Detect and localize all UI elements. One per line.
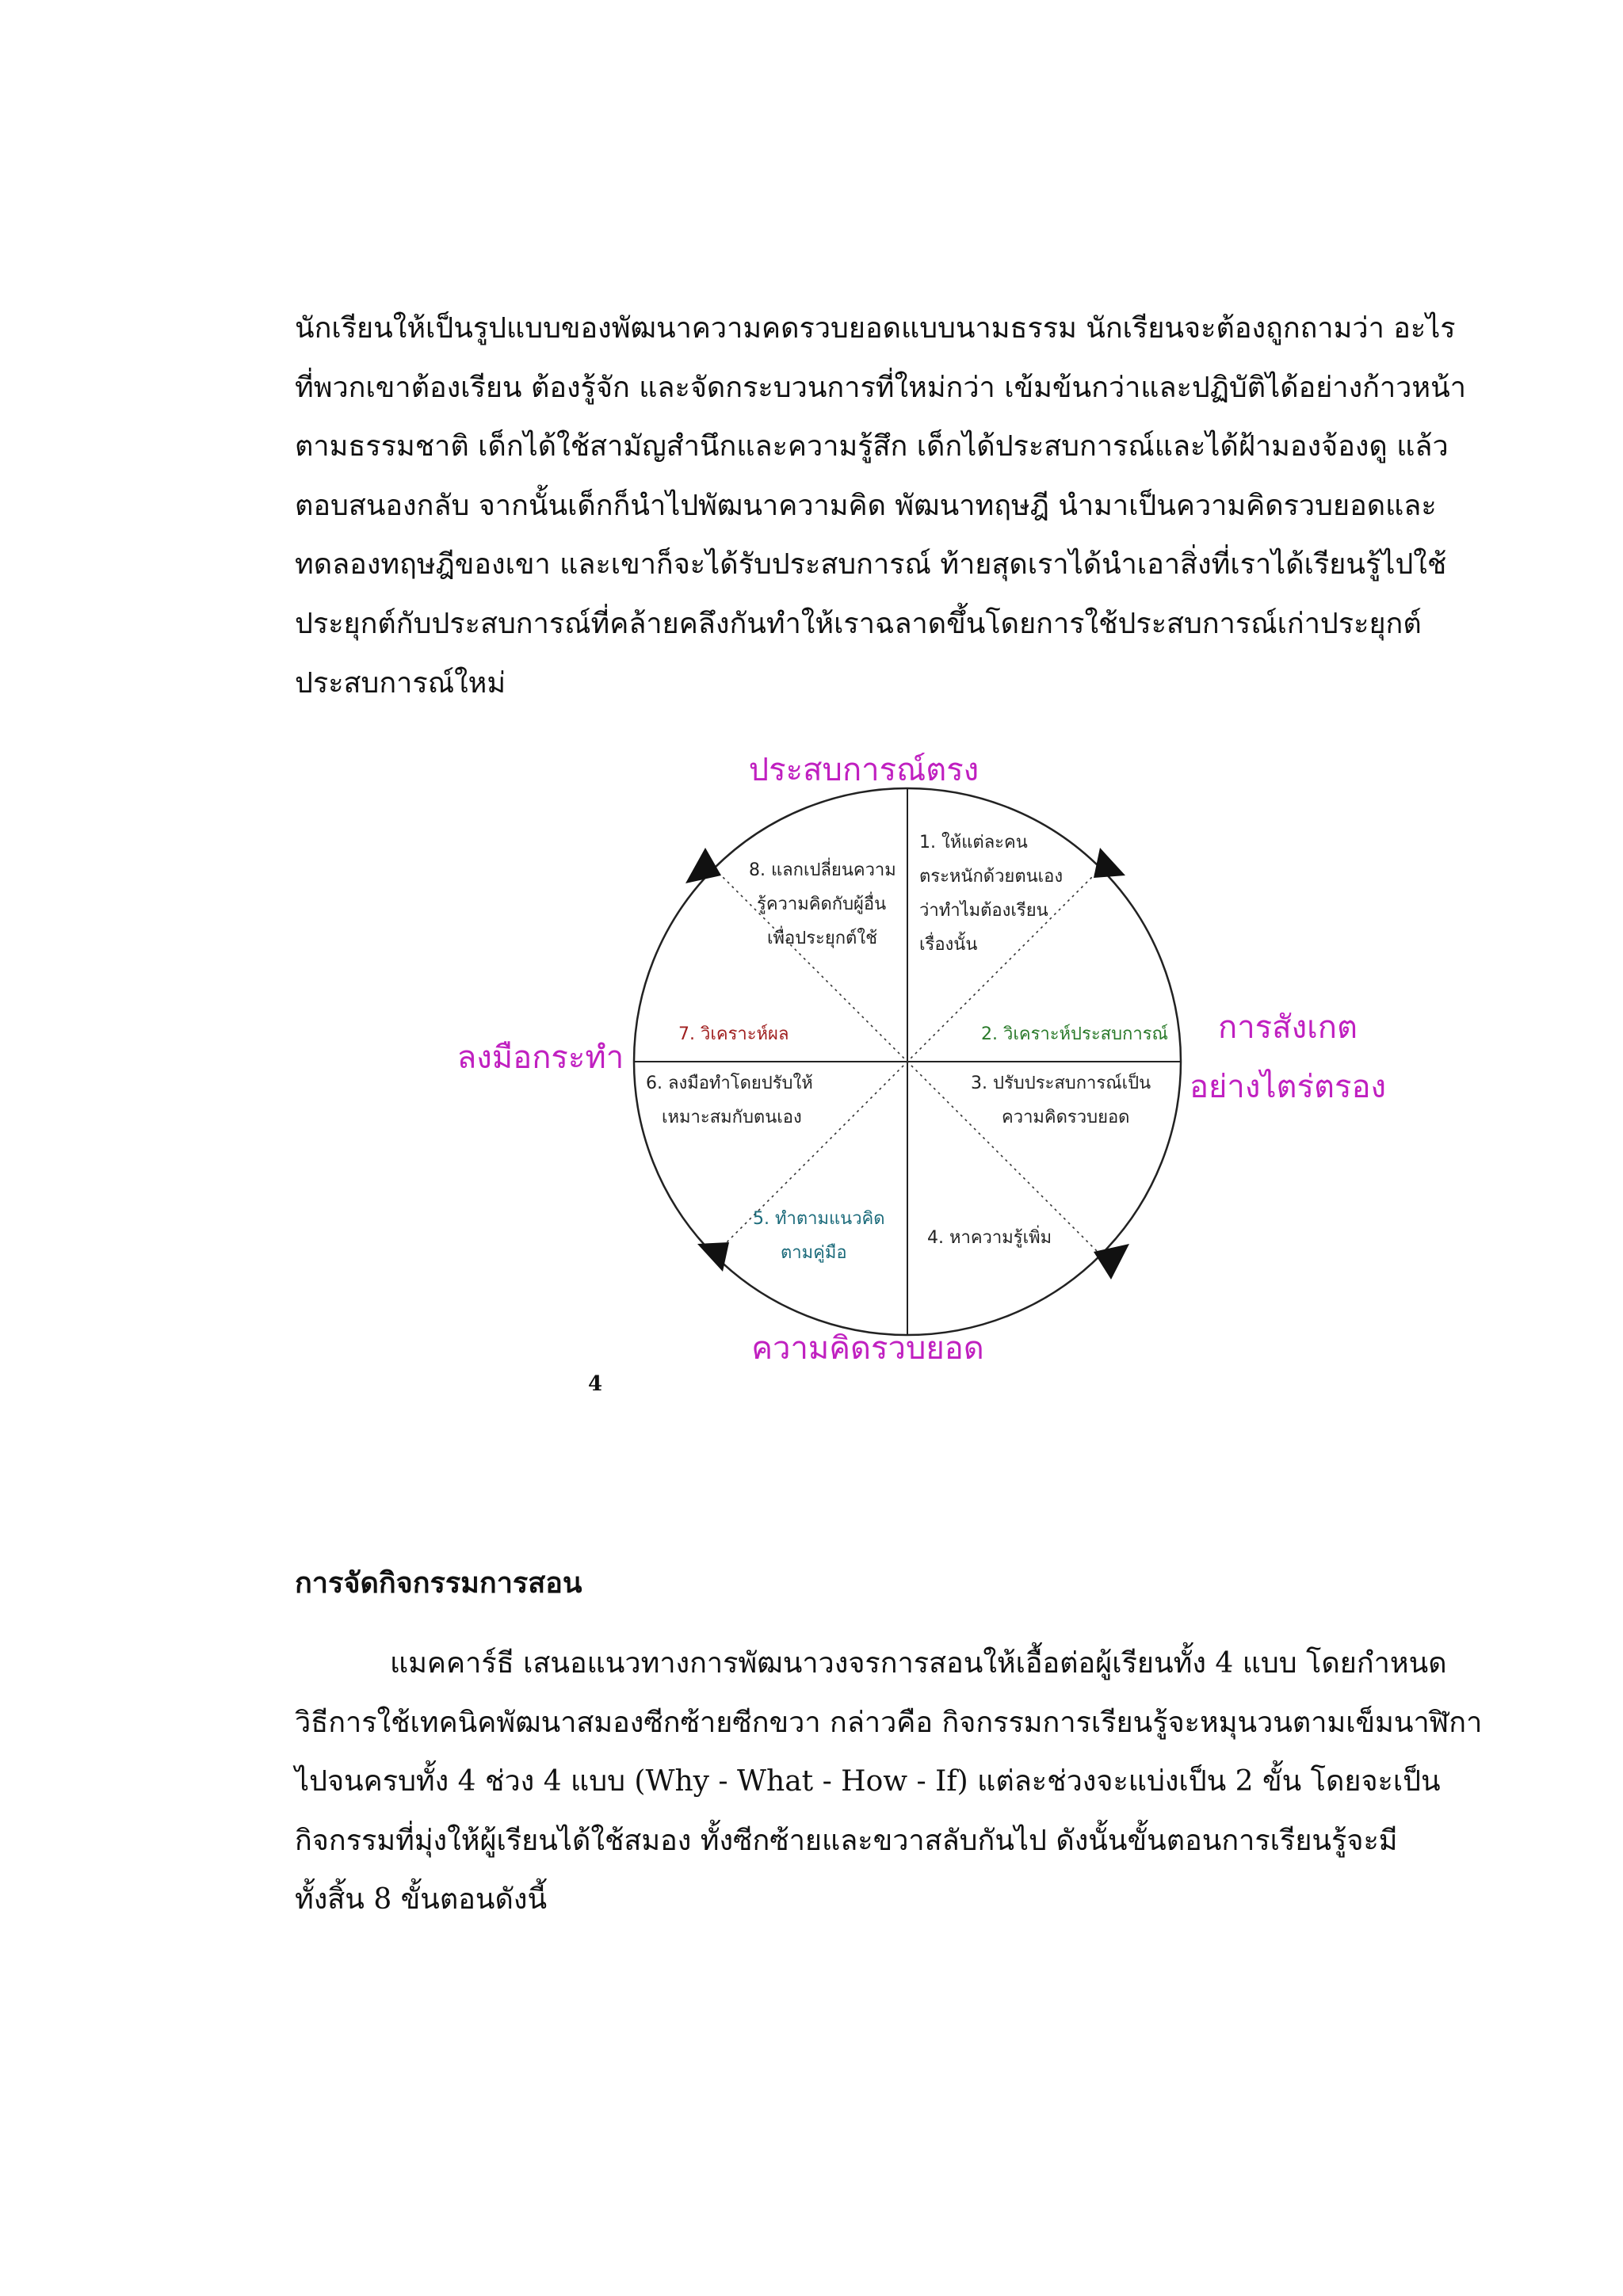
intro-line: นักเรียนให้เป็นรูปแบบของพัฒนาความคดรวบยอดแบบนามธรรม นักเรียนจะต้องถูกถามว่า อะไร [295, 312, 1456, 345]
arrowhead-icon [1094, 848, 1125, 878]
step-2-line: 2. วิเคราะห์ประสบการณ์ [981, 1024, 1168, 1044]
step-3-line: 3. ปรับประสบการณ์เป็น [971, 1074, 1151, 1093]
section-paragraph [295, 1634, 1483, 1930]
step-6-line: เหมาะสมกับตนเอง [662, 1108, 802, 1127]
step-8-line: เพื่อประยุกต์ใช้ [767, 929, 878, 948]
step-1-line: ว่าทำไมต้องเรียน [919, 901, 1048, 921]
step-8-line: รู้ความคิดกับผู้อื่น [757, 894, 887, 914]
label-reflective-observation-line1: การสังเกต [1218, 1009, 1358, 1046]
label-abstract-conceptualization: ความคิดรวบยอด [751, 1330, 984, 1367]
intro-line: ตอบสนองกลับ จากนั้นเด็กก็นำไปพัฒนาความคิด พัฒนาทฤษฎี นำมาเป็นความคิดรวบยอดและ [295, 489, 1437, 522]
section-line: แมคคาร์ธี เสนอแนวทางการพัฒนาวงจรการสอนให้เอื้อต่อผู้เรียนทั้ง 4 แบบ โดยกำหนด [390, 1647, 1447, 1680]
step-1-line: เรื่องนั้น [919, 935, 978, 955]
step-6 [646, 1073, 813, 1127]
step-1-line: 1. ให้แต่ละคน [919, 833, 1028, 852]
intro-line: ทดลองทฤษฎีของเขา และเขาก็จะได้รับประสบการณ์ ท้ายสุดเราได้นำเอาสิ่งที่เราได้เรียนรู้ไปใช้ [295, 548, 1447, 582]
step-3-line: ความคิดรวบยอด [1002, 1108, 1130, 1127]
label-concrete-experience: ประสบการณ์ตรง [748, 752, 980, 788]
intro-line: ประยุกต์กับประสบการณ์ที่คล้ายคลึงกันทำให้เราฉลาดขึ้นโดยการใช้ประสบการณ์เก่าประยุกต์ [295, 607, 1422, 640]
intro-line: ที่พวกเขาต้องเรียน ต้องรู้จัก และจัดกระบวนการที่ใหม่กว่า เข้มข้นกว่าและปฏิบัติได้อย่างก้าวหน้า [295, 371, 1466, 404]
intro-paragraph [295, 299, 1466, 713]
section-line: ไปจนครบทั้ง 4 ช่วง 4 แบบ (Why - What - How - If) แต่ละช่วงจะแบ่งเป็น 2 ขั้น โดยจะเป็น [295, 1765, 1441, 1798]
step-5 [753, 1209, 885, 1263]
step-7-line: 7. วิเคราะห์ผล [678, 1024, 789, 1044]
intro-line: ประสบการณ์ใหม่ [295, 666, 506, 700]
step-1-line: ตระหนักด้วยตนเอง [919, 867, 1064, 887]
section-line: วิธีการใช้เทคนิคพัฒนาสมองซีกซ้ายซีกขวา กล่าวคือ กิจกรรมการเรียนรู้จะหมุนวนตามเข็มนาฬิกา [295, 1706, 1483, 1739]
section-line: ทั้งสิ้น 8 ขั้นตอนดังนี้ [295, 1883, 548, 1917]
arrowhead-icon [697, 1242, 729, 1272]
step-7 [678, 1024, 789, 1044]
step-8 [749, 857, 896, 948]
step-1 [919, 832, 1063, 955]
label-reflective-observation-line2: อย่างไตร่ตรอง [1189, 1069, 1387, 1105]
step-4-line: 4. หาความรู้เพิ่ม [927, 1228, 1052, 1248]
step-4 [927, 1225, 1052, 1248]
4mat-cycle-diagram [444, 745, 1426, 1379]
page-number: 4 [588, 1372, 603, 1396]
intro-line: ตามธรรมชาติ เด็กได้ใช้สามัญสำนึกและความรู้สึก เด็กได้ประสบการณ์และได้ฝ้ามองจ้องดู แล้ว [295, 430, 1449, 463]
step-2 [981, 1024, 1168, 1044]
step-5-line: ตามคู่มือ [781, 1243, 847, 1263]
section-line: กิจกรรมที่มุ่งให้ผู้เรียนได้ใช้สมอง ทั้งซีกซ้ายและขวาสลับกันไป ดังนั้นขั้นตอนการเรียนรู้จะมี [295, 1824, 1398, 1857]
step-5-line: 5. ทำตามแนวคิด [753, 1209, 885, 1229]
label-active-experimentation: ลงมือกระทำ [456, 1039, 624, 1076]
arrowhead-icon [1094, 1244, 1129, 1280]
step-6-line: 6. ลงมือทำโดยปรับให้ [646, 1074, 813, 1093]
section-heading: การจัดกิจกรรมการสอน [295, 1566, 582, 1600]
step-3 [971, 1071, 1151, 1127]
step-8-line: 8. แลกเปลี่ยนความ [749, 860, 896, 880]
